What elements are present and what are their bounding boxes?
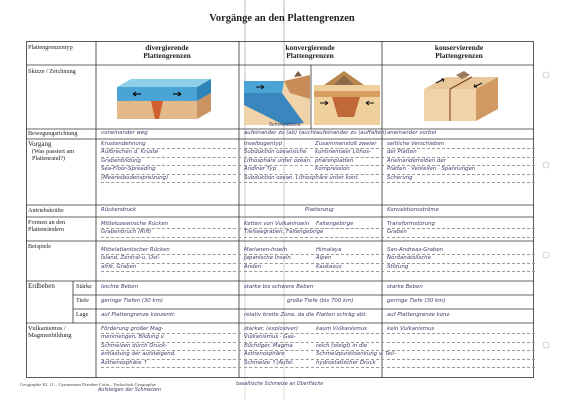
examples-conservative: San-Andreas-Graben Nordanatolische Störung xyxy=(384,247,535,272)
process-conservative: seitliche Verschieben der Platten Aneinanderreiben der Platten · Verkeilen · Spannungen Scherung xyxy=(384,141,535,183)
row-label-examples: Beispiele xyxy=(28,243,52,250)
row-label-process xyxy=(26,140,100,163)
row-label-volcanism: Vulkanismus / Magmenbildung xyxy=(28,325,72,339)
row-label-location: Lage xyxy=(76,311,89,318)
forms-convergent-collision: Faltengebirge xyxy=(313,221,384,229)
row-label-sketch: Skizze / Zeichnung xyxy=(28,68,76,75)
plate-boundary-table xyxy=(26,41,534,378)
note-basaltic-melt: basaltische Schmelze an Oberfläche xyxy=(236,382,324,387)
row-label-strength: Stärke xyxy=(76,283,92,290)
col-head-divergent: divergierende Plattengrenzen xyxy=(143,43,191,60)
forces-convergent: Plattenzug xyxy=(305,207,334,213)
row-label-forms: Formen an den Plattenrändern xyxy=(28,219,66,233)
row-label-depth: Tiefe xyxy=(76,297,89,304)
process-label: Vorgang xyxy=(28,140,52,148)
examples-divergent: Mittelatlantischer Rücken Island, Zentral-u. Ost- afrik. Graben xyxy=(98,247,241,272)
depth-convergent: große Tiefe (bis 700 km) xyxy=(287,298,354,304)
volcanism-convergent-subduction: starker, (explosiver) Vulkanismus · Gas- flüchtiger, Magma Asthenosphäre Schmelze ↑(Aufst. xyxy=(241,326,314,368)
sketch-transform xyxy=(420,71,506,125)
location-convergent: relativ breite Zone, da die Platten schräg abt. xyxy=(244,312,368,318)
location-divergent: auf Plattengrenze konzentr. xyxy=(101,312,176,318)
depth-conservative: geringe Tiefe (30 km) xyxy=(387,298,446,304)
sketch-subduction xyxy=(244,71,310,125)
process-sublabel: (Was passiert am Plattenrand?) xyxy=(32,148,75,162)
row-label-movement: Bewegungsrichtung xyxy=(28,130,78,137)
forms-divergent: Mittelozeanische Rücken Grabenbruch (Rift) xyxy=(98,221,241,238)
movement-conservative: aneinander vorbei xyxy=(387,130,437,136)
strength-divergent: leichte Beben xyxy=(101,284,139,290)
forces-conservative: Konvektionsströme xyxy=(387,207,439,213)
strength-conservative: starke Beben xyxy=(387,284,423,290)
volcanism-convergent-collision: kaum Vulkanismus reich (steigt) in die Schmelzpunktsenkung v. Teil- hydrostatischer Druck xyxy=(313,326,384,368)
volcanism-conservative: kein Vulkanismus xyxy=(384,326,535,368)
movement-convergent-subduction: aufeinander zu (ab) taucht xyxy=(244,130,317,136)
examples-convergent-collision: Himalaya Alpen Kaukasus xyxy=(313,247,384,272)
movement-divergent: voneinander weg xyxy=(101,130,148,136)
forms-conservative: Transformstörung Graben xyxy=(384,221,535,238)
row-label-earthquakes: Erdbeben xyxy=(28,282,55,290)
corner-label: Plattengrenzentyp xyxy=(28,44,73,51)
process-convergent-collision: Zusammenstoß zweier kontinentaler Lithos- phärenplatten Kompression xyxy=(312,141,384,183)
volcanism-divergent: Förderung großer Mag- menmengen, Bildung v. Schmelzen durch Druck- entlastung der aufsteigend. Asthenosphäre ↑ xyxy=(98,326,241,368)
forces-divergent: Rückendruck xyxy=(101,207,137,213)
col-head-convergent: konvergierende Plattengrenzen xyxy=(285,43,335,60)
note-rising-melts: Aufsteigen der Schmelzen xyxy=(98,388,161,393)
row-label-forces: Antriebskräfte xyxy=(28,207,64,214)
process-convergent-subduction: Inselbogentyp Subduktion ozeanische Lithosphäre unter ozean. Andiner Typ Subduktion ozean. Lithosphäre unter kont. xyxy=(241,141,384,183)
location-conservative: auf Plattengrenze konz. xyxy=(387,312,451,318)
examples-convergent-subduction: Marianen-Inseln Japanische Inseln Anden xyxy=(241,247,314,272)
sketch-divergent xyxy=(111,77,215,123)
process-divergent: Krustendehnung Aufbrechen d. Kruste Grabenbildung Sea-Floor-Spreading (Meeresbodenspreizung) xyxy=(98,141,241,183)
movement-convergent-collision: aufeinander zu (auffalten) xyxy=(316,130,387,136)
sketch-collision xyxy=(314,71,380,125)
strength-convergent: starke bis schwere Beben xyxy=(244,284,314,290)
col-head-conservative: konservierende Plattengrenzen xyxy=(434,43,484,60)
depth-divergent: geringe Tiefen (30 km) xyxy=(101,298,163,304)
page-footer: Geographie Kl. 11 – Gymnasium Dresden-Cotta – Fachschaft Geographie xyxy=(20,382,156,387)
forms-convergent-subduction: Ketten von Vulkaninseln Tiefseegraben, Faltengebirge xyxy=(241,221,384,238)
page-title: Vorgänge an den Plattengrenzen xyxy=(209,13,355,24)
note-melt-zone: Schmelzzone xyxy=(269,123,301,128)
